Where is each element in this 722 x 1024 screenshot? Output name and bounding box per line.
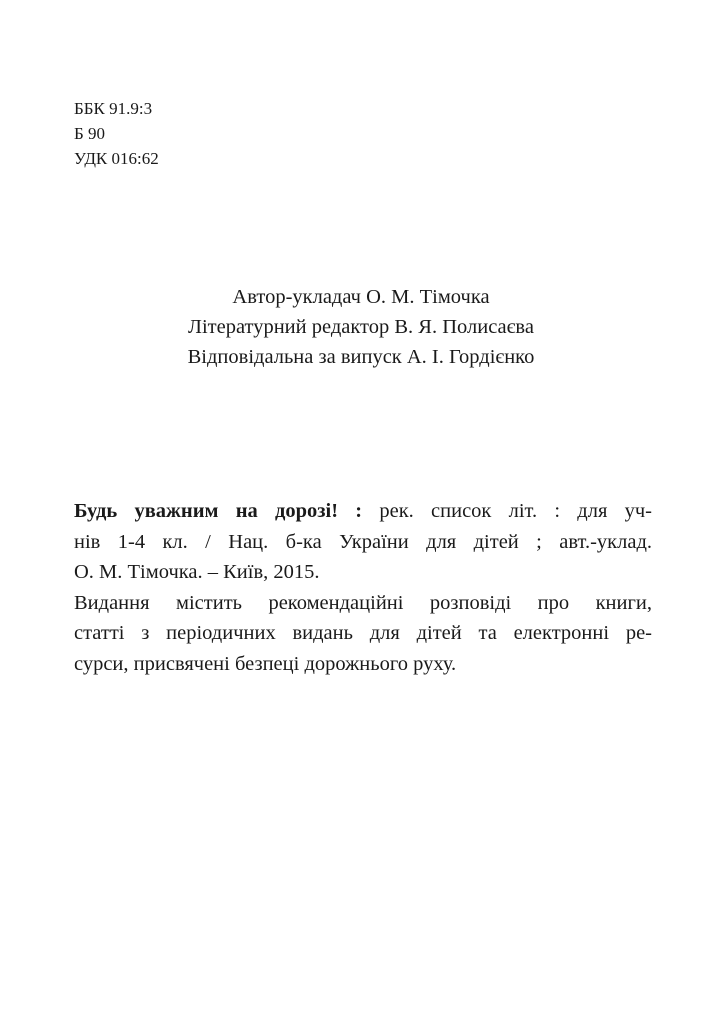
editor-credit: Літературний редактор В. Я. Полисаєва [188,316,534,338]
udk-code: УДК 016:62 [74,149,159,168]
bbk-code: ББК 91.9:3 [74,99,153,118]
compiler-credit: Автор-укладач О. М. Тімочка [232,286,490,308]
record-title: Будь уважним на дорозі! : [74,500,363,522]
record-line-3: О. М. Тімочка. – Київ, 2015. [74,561,320,583]
annotation-line-1: Видання містить рекомендаційні розповіді про книги, [74,591,652,614]
bibliographic-description [74,496,652,679]
classification-codes [74,96,159,171]
annotation-line-3: сурси, присвячені безпеці дорожнього руху. [74,652,457,675]
record-line-1-rest: рек. список літ. : для уч- [362,500,652,522]
responsible-credit: Відповідальна за випуск А. І. Гордієнко [187,346,535,368]
record-line-2: нів 1-4 кл. / Нац. б-ка України для дітей ; авт.-уклад. [74,530,652,553]
author-sign: Б 90 [74,124,106,143]
credits-block [0,282,722,372]
annotation-line-2: статті з періодичних видань для дітей та електронні ре- [74,622,652,644]
record-line-1 [74,496,652,527]
